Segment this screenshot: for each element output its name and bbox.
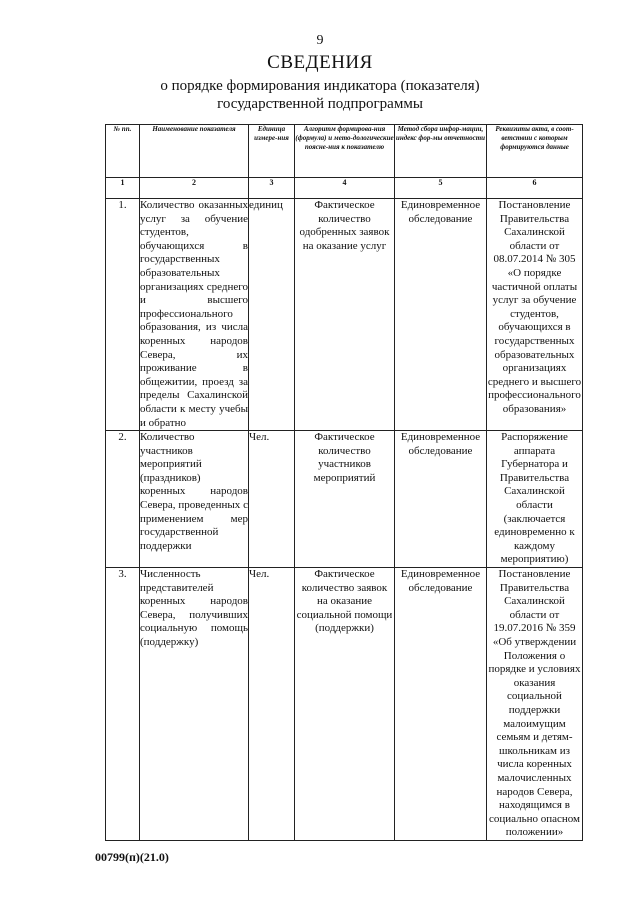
column-number: 5	[395, 178, 487, 199]
unit-of-measure: единиц	[249, 199, 295, 431]
collection-method: Единовременное обследование	[395, 199, 487, 431]
table-row	[106, 568, 583, 841]
header-act: Реквизиты акта, в соот-ветствии с которым формируются данные	[487, 125, 583, 178]
header-number: № пп.	[106, 125, 140, 178]
row-number: 3.	[106, 568, 140, 841]
algorithm: Фактическое количество участников мероприятий	[295, 431, 395, 568]
table-row	[106, 199, 583, 431]
document-subtitle-line2: государственной подпрограммы	[217, 96, 423, 112]
column-number-row	[106, 178, 583, 199]
header-unit: Единица измере-ния	[249, 125, 295, 178]
column-number: 4	[295, 178, 395, 199]
legal-act: Постановление Правительства Сахалинской области от 19.07.2016 № 359 «Об утверждении Положения о порядке и условиях оказания социальной поддержки малоимущим семьям и детям-школьникам из числа коренных малочисленных народов Севера, находящимся в социально опасном положении»	[487, 568, 583, 841]
document-title: СВЕДЕНИЯ	[267, 52, 373, 73]
table-row	[106, 431, 583, 568]
unit-of-measure: Чел.	[249, 568, 295, 841]
row-number: 1.	[106, 199, 140, 431]
header-method: Метод сбора инфор-мации, индекс фор-мы отчетности	[395, 125, 487, 178]
header-algorithm: Алгоритм формирова-ния (формула) и мето-дологические поясне-ния к показателю	[295, 125, 395, 178]
algorithm: Фактическое количество заявок на оказание социальной помощи (поддержки)	[295, 568, 395, 841]
collection-method: Единовременное обследование	[395, 431, 487, 568]
indicator-name: Численность представителей коренных народов Севера, получивших социальную помощь (поддержку)	[140, 568, 249, 841]
header-indicator-name: Наименование показателя	[140, 125, 249, 178]
table-header-row	[106, 125, 583, 178]
column-number: 2	[140, 178, 249, 199]
unit-of-measure: Чел.	[249, 431, 295, 568]
column-number: 1	[106, 178, 140, 199]
document-subtitle-line1: о порядке формирования индикатора (показателя)	[160, 78, 480, 94]
collection-method: Единовременное обследование	[395, 568, 487, 841]
page-number: 9	[316, 33, 324, 48]
indicator-name: Количество оказанных услуг за обучение студентов, обучающихся в государственных образовательных организациях среднего и высшего профессионального образования, из числа коренных народов Севера, их проживание в общежитии, проезд за пределы Сахалинской области к месту учебы и обратно	[140, 199, 249, 431]
legal-act: Распоряжение аппарата Губернатора и Правительства Сахалинской области (заключается единовременно к каждому мероприятию)	[487, 431, 583, 568]
column-number: 3	[249, 178, 295, 199]
document-code: 00799(п)(21.0)	[95, 850, 169, 864]
indicator-table	[105, 124, 583, 841]
legal-act: Постановление Правительства Сахалинской области от 08.07.2014 № 305 «О порядке частичной оплаты услуг за обучение студентов, обучающихся в государственных образовательных организациях среднего и высшего профессионального образования»	[487, 199, 583, 431]
algorithm: Фактическое количество одобренных заявок на оказание услуг	[295, 199, 395, 431]
row-number: 2.	[106, 431, 140, 568]
indicator-name: Количество участников мероприятий (праздников) коренных народов Севера, проведенных с применением мер государственной поддержки	[140, 431, 249, 568]
column-number: 6	[487, 178, 583, 199]
